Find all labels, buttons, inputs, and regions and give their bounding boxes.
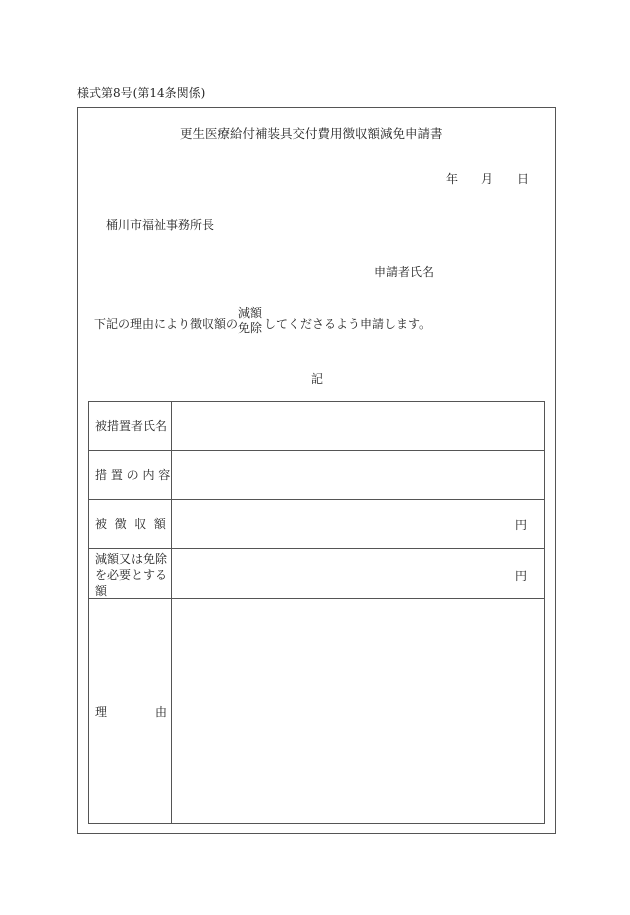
label-line: を必要とする: [95, 568, 168, 582]
detail-table: [88, 401, 545, 824]
row-label-beneficiary-name: 被措置者氏名: [95, 419, 168, 433]
date-month: 月: [481, 172, 494, 186]
form-number: 様式第8号(第14条関係): [77, 86, 206, 100]
yen-unit: 円: [514, 518, 527, 532]
row-divider: [89, 499, 544, 500]
label-line: 額: [95, 584, 108, 598]
row-label-reason-right: 由: [155, 705, 168, 719]
row-label-measure-content: 措 置 の 内 容: [95, 468, 171, 482]
row-label-collection-amount: 被 徴 収 額: [95, 517, 166, 531]
label-line: 減額又は免除: [95, 552, 168, 566]
row-divider: [89, 548, 544, 549]
ki-heading: 記: [311, 372, 324, 386]
yen-unit: 円: [514, 569, 527, 583]
addressee: 桶川市福祉事務所長: [106, 218, 215, 232]
row-divider: [89, 450, 544, 451]
request-suffix: してくださるよう申請します。: [264, 317, 432, 331]
table-column-divider: [171, 402, 172, 823]
date-day: 日: [517, 172, 530, 186]
form-title: 更生医療給付補装具交付費用徴収額減免申請書: [180, 126, 443, 141]
row-label-reduction-amount: [95, 551, 167, 599]
applicant-name-label: 申請者氏名: [374, 265, 435, 279]
option-menjo: 免除: [238, 321, 263, 335]
row-label-reason-left: 理: [95, 705, 108, 719]
date-year: 年: [446, 172, 459, 186]
request-prefix: 下記の理由により徴収額の: [94, 317, 239, 331]
request-option-stack: [238, 306, 262, 336]
option-genngaku: 減額: [238, 306, 263, 320]
